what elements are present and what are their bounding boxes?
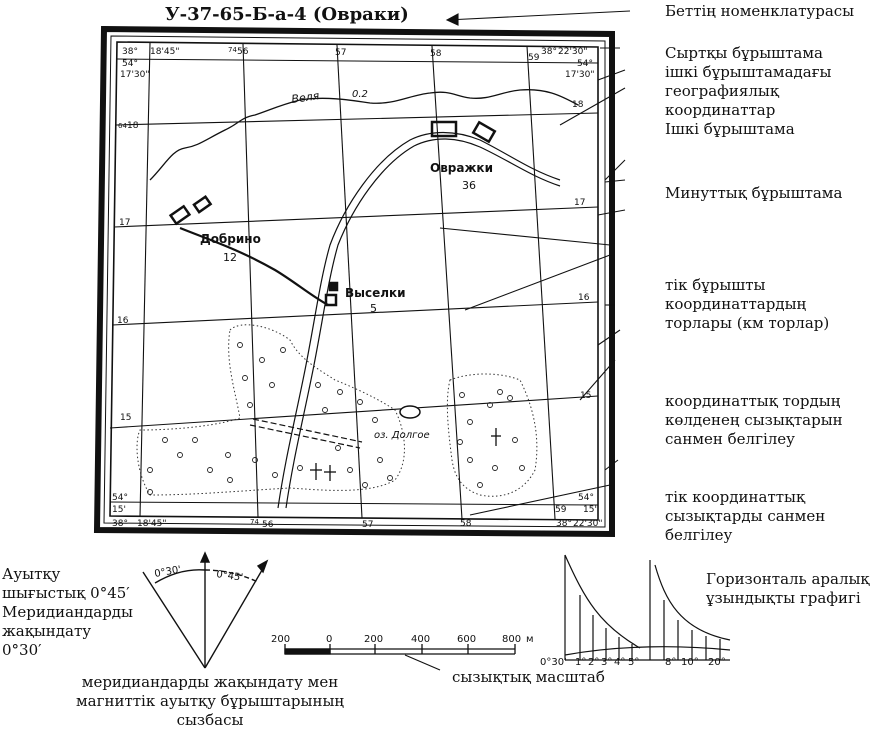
outer-frame-line-2: ішкі бұрыштамадағы (665, 63, 832, 81)
corner-br-lon-deg: 38° (556, 519, 572, 529)
grid-left-y-3: 16 (117, 316, 129, 326)
slope-graph-title-line-2: ұзындықты графигі (706, 589, 861, 607)
grid-line-h (112, 302, 598, 325)
vertical-grid-line-2: сызықтарды санмен (665, 507, 826, 525)
inner-frame (110, 42, 598, 520)
corner-bl-lat-deg: 54° (112, 493, 128, 503)
scale-tick-1: 200 (271, 634, 291, 645)
declination-angle-left: 0°30' (153, 564, 182, 580)
scale-tick-5: 600 (457, 634, 477, 645)
grid-left-y-prefix: 64 (118, 122, 127, 130)
km-grid-vertical (140, 43, 555, 519)
annotation-vertical-grid (665, 488, 825, 545)
annotation-minute-frame: Минуттық бұрыштама (665, 184, 843, 202)
grid-top-x-1: 56 (237, 47, 249, 57)
declination-left-line-4: жақындату (2, 622, 92, 640)
outer-frame-line-3: географиялық (665, 82, 779, 100)
slope-x-0: 0°30' (540, 657, 567, 668)
vertical-grid-line-1: тік координаттық (665, 488, 806, 506)
corner-tr-lat-min: 17'30" (565, 70, 595, 80)
corner-tr-lon-deg: 38° (541, 47, 557, 57)
grid-right-y-1: 18 (572, 100, 584, 110)
scale-tick-2: 0 (326, 634, 333, 645)
corner-tl-lon-deg: 38° (122, 47, 138, 57)
grid-top-right-x: 59 (528, 53, 540, 63)
corner-bl-lon-min: 18'45" (137, 519, 167, 529)
declination-caption-line-2: магниттік ауытқу бұрыштарының (75, 692, 344, 710)
forest-areas (137, 325, 537, 496)
corner-tr-lon-min: 22'30" (558, 47, 588, 57)
lake (400, 406, 420, 418)
slope-x-9: 20° (708, 657, 726, 668)
annotation-horizontal-grid (665, 392, 843, 449)
outer-frame (97, 29, 612, 534)
horizontal-grid-line-2: көлденең сызықтарын (665, 411, 843, 429)
km-grid-line-1: тік бұрышты (665, 276, 766, 294)
corner-bl-lat-min: 15' (112, 505, 126, 515)
river (150, 90, 578, 180)
declination-left-text (2, 565, 133, 660)
village-dobrino-name: Добрино (200, 232, 261, 246)
river-depth: 0.2 (352, 89, 368, 100)
km-grid-horizontal (110, 113, 598, 428)
grid-top-x-3: 58 (430, 49, 442, 59)
corner-br-lon-min: 22'30" (573, 519, 603, 529)
grid-top-left-x: 74 (228, 46, 237, 54)
corner-tl-lon-min: 18'45" (150, 47, 180, 57)
km-grid-line-2: координаттардың (665, 295, 807, 313)
pointer-lines (405, 11, 630, 670)
horizontal-grid-line-3: санмен белгілеу (665, 430, 795, 448)
corner-br-lat-min: 15' (583, 505, 597, 515)
grid-line-h (116, 113, 598, 125)
declination-left-line-2: шығыстық 0°45′ (2, 584, 130, 602)
declination-left-line-3: Меридиандарды (2, 603, 133, 621)
road (278, 133, 560, 509)
declination-angle-right: 0°45' (215, 569, 244, 584)
grid-left-y-1: 18 (127, 121, 139, 131)
grid-left-y-2: 17 (119, 218, 131, 228)
outer-frame-line-4: координаттар (665, 101, 776, 119)
corner-br-lat-deg: 54° (578, 493, 594, 503)
village-vyselki-houses: 5 (370, 302, 377, 315)
outer-frame-line-5: Ішкі бұрыштама (665, 120, 795, 138)
grid-right-y-4: 15 (580, 391, 592, 401)
village-dobrino-houses: 12 (223, 251, 237, 264)
village-vyselki-name: Выселки (345, 286, 406, 300)
corner-bl-lon-deg: 38° (112, 519, 128, 529)
grid-bottom-right-x: 59 (555, 505, 567, 515)
grid-left-y-4: 15 (120, 413, 132, 423)
slope-x-8: 10° (681, 657, 699, 668)
slope-x-5: 5° (628, 657, 640, 668)
declination-caption-line-1: меридиандарды жақындату мен (81, 673, 339, 691)
village-ovrazhki-houses: 36 (462, 179, 476, 192)
scale-tick-6: 800 (502, 634, 522, 645)
corner-tl-lat-deg: 54° (122, 59, 138, 69)
corner-tl-lat-min: 17'30" (120, 70, 150, 80)
grid-right-y-3: 16 (578, 293, 590, 303)
grid-bottom-x-2: 57 (362, 520, 374, 530)
horizontal-grid-line-1: координаттық тордың (665, 392, 841, 410)
slope-x-3: 3° (601, 657, 613, 668)
scale-tick-3: 200 (364, 634, 384, 645)
dam (250, 419, 362, 448)
declination-caption (60, 673, 360, 730)
slope-graph-title-line-1: Горизонталь аралық (706, 570, 870, 588)
scale-unit: м (526, 634, 534, 645)
linear-scale (285, 644, 515, 654)
scale-tick-4: 400 (411, 634, 431, 645)
map-title: У-37-65-Б-а-4 (Овраки) (165, 4, 409, 25)
grid-line-h (110, 396, 598, 428)
outer-frame-line-1: Сыртқы бұрыштама (665, 44, 823, 62)
grid-bottom-x-1: 56 (262, 520, 274, 530)
declination-left-line-1: Ауытқу (2, 565, 61, 583)
annotation-outer-frame (665, 44, 832, 139)
vertical-grid-line-3: белгілеу (665, 526, 733, 544)
grid-right-y-2: 17 (574, 198, 586, 208)
river-name: Веля (290, 89, 321, 106)
linear-scale-caption: сызықтық масштаб (452, 668, 605, 686)
slope-x-4: 4° (614, 657, 626, 668)
corner-tr-lat-deg: 54° (577, 59, 593, 69)
declination-caption-line-3: сызбасы (176, 711, 244, 729)
slope-x-2: 2° (588, 657, 600, 668)
slope-graph-title (706, 570, 870, 608)
annotation-km-grid (665, 276, 829, 333)
grid-bottom-x-3: 58 (460, 519, 472, 529)
village-ovrazhki-name: Овражки (430, 161, 493, 175)
lake-name: оз. Долгое (374, 430, 430, 441)
km-grid-line-3: торлары (км торлар) (665, 314, 830, 332)
declination-left-line-5: 0°30′ (2, 641, 42, 659)
slope-x-7: 8° (665, 657, 677, 668)
grid-line-v (140, 43, 150, 517)
slope-x-1: 1° (575, 657, 587, 668)
grid-line-v (527, 46, 555, 519)
grid-bottom-left-x: 74 (250, 518, 259, 526)
grid-top-x-2: 57 (335, 48, 347, 58)
minute-frame (104, 36, 605, 527)
annotation-nomenclature: Беттің номенклатурасы (665, 2, 855, 20)
